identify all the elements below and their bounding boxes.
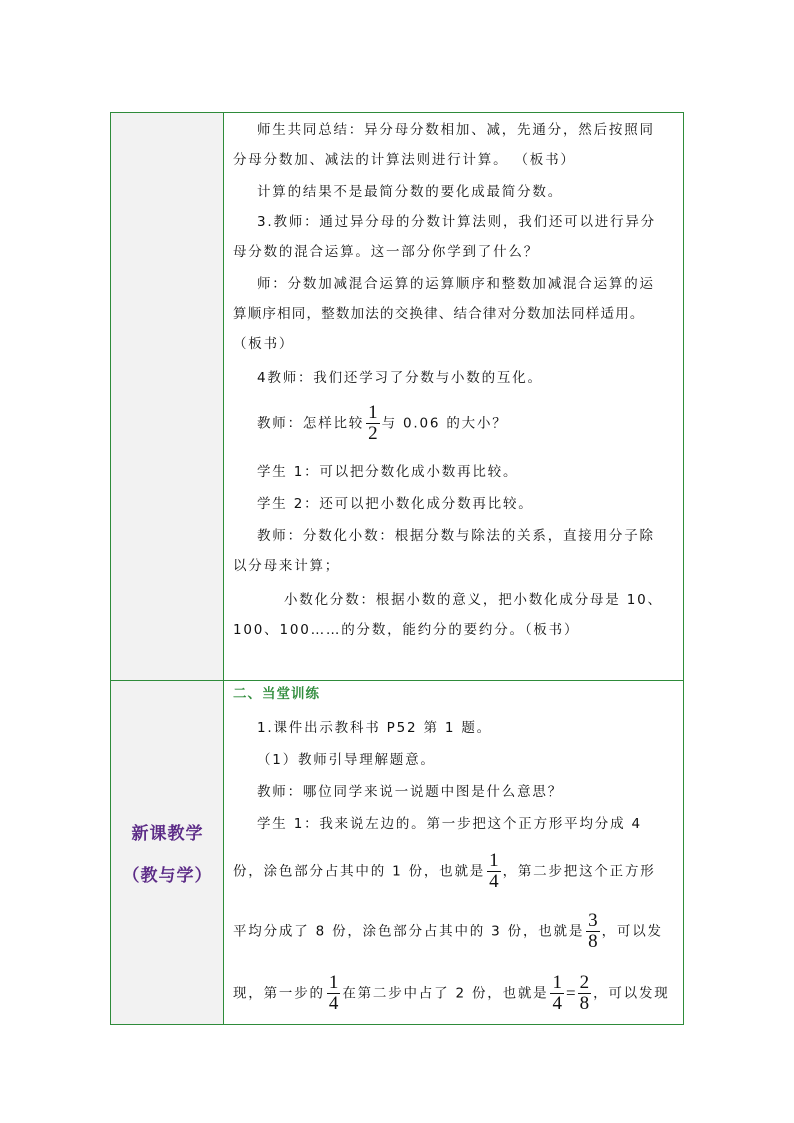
- text-line: 教师：哪位同学来说一说题中图是什么意思？: [257, 784, 563, 800]
- fraction-numerator: 1: [368, 402, 378, 423]
- text-segment: 在第二步中占了 2 份，也就是: [342, 985, 549, 1002]
- text-line: 学生 1：我来说左边的。第一步把这个正方形平均分成 4: [257, 816, 642, 832]
- text-segment: ，第二步把这个正方形: [502, 863, 656, 880]
- side-label-line2: （教与学）: [122, 866, 213, 886]
- fraction-denominator: 4: [489, 871, 499, 892]
- left-column: [111, 113, 224, 1024]
- text-segment: 份，涂色部分占其中的 1 份，也就是: [233, 863, 486, 880]
- fraction: [550, 973, 564, 1014]
- text-line-fraction: [233, 851, 656, 892]
- text-line-fraction: [233, 973, 670, 1014]
- lesson-table: [110, 112, 684, 1025]
- text-line-fraction: [233, 911, 663, 952]
- text-segment: 平均分成了 8 份，涂色部分占其中的 3 份，也就是: [233, 923, 585, 940]
- fraction: [327, 973, 341, 1014]
- text-line: 母分数的混合运算。这一部分你学到了什么？: [233, 244, 539, 260]
- text-line: 4教师：我们还学习了分数与小数的互化。: [257, 370, 543, 386]
- fraction-numerator: 1: [489, 850, 499, 871]
- text-segment: ，可以发现: [593, 985, 670, 1002]
- fraction-denominator: 4: [328, 993, 339, 1014]
- side-label-line1: 新课教学: [131, 824, 204, 844]
- text-line-fraction: [257, 403, 508, 444]
- fraction-denominator: 8: [579, 993, 590, 1014]
- text-line: 分母分数加、减法的计算法则进行计算。 （板书）: [233, 152, 576, 168]
- row-divider: [111, 680, 683, 681]
- fraction: [366, 403, 380, 444]
- text-line: 师：分数加减混合运算的运算顺序和整数加减混合运算的运: [257, 276, 655, 292]
- text-segment: 现，第一步的: [233, 985, 325, 1002]
- fraction: [487, 851, 501, 892]
- text-segment: ，可以发: [601, 923, 663, 940]
- equals-sign: =: [565, 983, 576, 1003]
- fraction: [586, 911, 600, 952]
- text-line: 计算的结果不是最简分数的要化成最简分数。: [257, 184, 563, 200]
- text-line: （1）教师引导理解题意。: [257, 752, 436, 768]
- text-line: 3.教师：通过异分母的分数计算法则，我们还可以进行异分: [257, 214, 656, 230]
- text-line: 师生共同总结：异分母分数相加、减，先通分，然后按照同: [257, 122, 655, 138]
- text-segment: 与 0.06 的大小？: [381, 415, 508, 432]
- text-line: 100、100……的分数，能约分的要约分。（板书）: [233, 622, 580, 638]
- text-line: 学生 2：还可以把小数化成分数再比较。: [257, 496, 534, 512]
- text-line: 小数化分数：根据小数的意义，把小数化成分母是 10、: [284, 592, 663, 608]
- text-line: 以分母来计算；: [233, 558, 341, 574]
- fraction-numerator: 2: [579, 972, 590, 993]
- fraction-numerator: 1: [328, 972, 339, 993]
- text-line: 1.课件出示教科书 P52 第 1 题。: [257, 720, 492, 736]
- text-line: 学生 1：可以把分数化成小数再比较。: [257, 464, 519, 480]
- text-line: （板书）: [233, 336, 295, 352]
- text-line: 算顺序相同，整数加法的交换律、结合律对分数加法同样适用。: [233, 306, 645, 322]
- fraction-numerator: 1: [552, 972, 562, 993]
- fraction-denominator: 8: [588, 931, 598, 952]
- fraction-numerator: 3: [588, 910, 598, 931]
- fraction: [578, 973, 592, 1014]
- fraction-denominator: 2: [368, 423, 378, 444]
- text-segment: 教师：怎样比较: [257, 415, 365, 432]
- fraction-denominator: 4: [552, 993, 562, 1014]
- text-line: 教师：分数化小数：根据分数与除法的关系，直接用分子除: [257, 528, 655, 544]
- section-heading: 二、当堂训练: [233, 686, 320, 702]
